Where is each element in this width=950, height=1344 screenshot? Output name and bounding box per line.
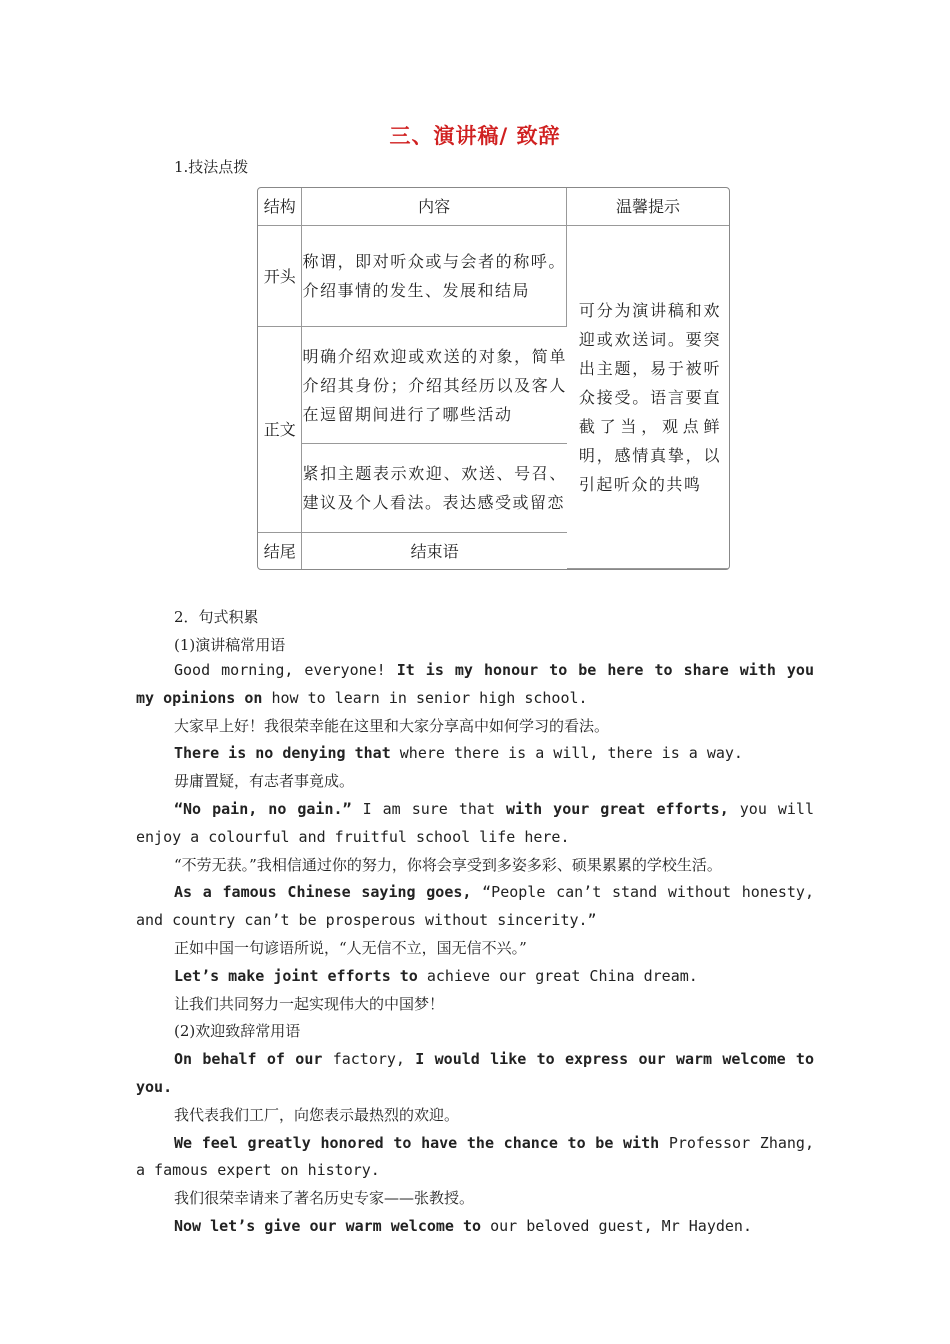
content-body-1: 明确介绍欢迎或欢送的对象，简单介绍其身份；介绍其经历以及客人在逗留期间进行了哪些活动 <box>302 327 566 444</box>
sentence-list <box>136 657 814 1241</box>
sentence-cn-5: 让我们共同努力一起实现伟大的中国梦！ <box>174 994 445 1013</box>
content-body-2: 紧扣主题表示欢迎、欢送、号召、建议及个人看法。表达感受或留恋 <box>302 444 566 533</box>
tips-cell: 可分为演讲稿和欢迎或欢送词。要突出主题，易于被听众接受。语言要直截了当，观点鲜明，感情真挚，以引起听众的共鸣 <box>567 226 729 569</box>
sentence-en-5: Let’s make joint efforts to achieve our great China dream. <box>174 966 698 985</box>
sentence-cn-7: 我们很荣幸请来了著名历史专家——张教授。 <box>174 1189 475 1208</box>
header-tips: 温馨提示 <box>567 188 729 226</box>
subheading-speech: (1)演讲稿常用语 <box>174 636 286 654</box>
page-title: 三、演讲稿/ 致辞 <box>389 124 561 148</box>
section-heading-tips: 1.技法点拨 <box>174 158 249 176</box>
sentence-en-2: There is no denying that where there is a will, there is a way. <box>174 744 743 763</box>
content-opening: 称谓，即对听众或与会者的称呼。介绍事情的发生、发展和结局 <box>302 226 566 327</box>
content-ending: 结束语 <box>410 541 459 561</box>
sentence-cn-2: 毋庸置疑，有志者事竟成。 <box>174 772 355 791</box>
sentence-cn-6: 我代表我们工厂，向您表示最热烈的欢迎。 <box>174 1105 460 1124</box>
header-structure: 结构 <box>258 188 302 226</box>
sentence-en-4: As a famous Chinese saying goes, “People can’t stand without honesty, and country can’t be prosperous without sincerity.” <box>136 883 814 930</box>
table-header-row <box>258 188 729 226</box>
sentence-en-3: “No pain, no gain.” I am sure that with your great efforts, you will enjoy a colourful and fruitful school life here. <box>136 799 814 846</box>
structure-table <box>257 187 730 570</box>
sentence-cn-3: “不劳无获。”我相信通过你的努力，你将会享受到多姿多彩、硕果累累的学校生活。 <box>174 855 722 874</box>
label-ending: 结尾 <box>258 533 302 569</box>
sentence-cn-1: 大家早上好！我很荣幸能在这里和大家分享高中如何学习的看法。 <box>174 716 610 735</box>
label-opening: 开头 <box>258 226 302 327</box>
sentence-en-7: We feel greatly honored to have the chance to be with Professor Zhang, a famous expert on history. <box>136 1133 814 1180</box>
sentence-cn-4: 正如中国一句谚语所说，“人无信不立，国无信不兴。” <box>174 938 527 957</box>
sentence-en-8: Now let’s give our warm welcome to our beloved guest, Mr Hayden. <box>174 1216 752 1235</box>
sentence-en-1: Good morning, everyone! It is my honour to be here to share with you my opinions on how to learn in senior high school. <box>136 661 814 707</box>
table-row-opening <box>258 226 729 327</box>
sentence-en-6: On behalf of our factory, I would like to express our warm welcome to you. <box>136 1050 814 1096</box>
section-heading-sentences: 2．句式积累 <box>174 608 259 626</box>
subheading-welcome: (2)欢迎致辞常用语 <box>174 1022 301 1041</box>
label-body: 正文 <box>258 327 302 533</box>
header-content: 内容 <box>302 188 566 226</box>
